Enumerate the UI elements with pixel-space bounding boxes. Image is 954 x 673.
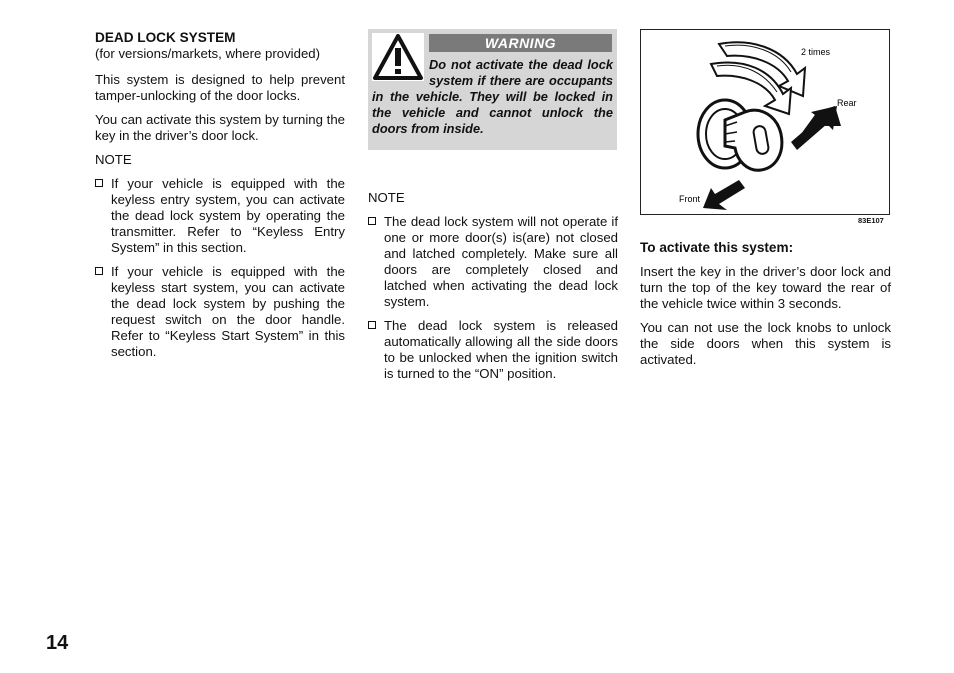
note-item bbox=[95, 264, 345, 360]
figure-code: 83E107 bbox=[858, 216, 884, 225]
warning-text-block bbox=[372, 57, 613, 137]
checkbox-bullet-icon bbox=[95, 179, 103, 187]
activation-instructions bbox=[640, 240, 891, 376]
warning-title: WARNING bbox=[429, 34, 612, 52]
label-times: 2 times bbox=[801, 47, 831, 57]
note-text: If your vehicle is equipped with the keyless start system, you can activate the dead lock system by pushing the request switch on the door handle. Refer to “Keyless Start System” in this section. bbox=[111, 264, 345, 359]
note-item bbox=[368, 214, 618, 310]
intro-paragraph: This system is designed to help prevent tamper-unlocking of the door locks. bbox=[95, 72, 345, 103]
note-label: NOTE bbox=[368, 190, 405, 205]
note-item bbox=[95, 176, 345, 256]
note-item bbox=[368, 318, 618, 382]
note-text: If your vehicle is equipped with the keyless entry system, you can activate the dead lock system by operating the transmitter. Refer to “Keyless Entry System” in this section. bbox=[111, 176, 345, 255]
instructions-heading: To activate this system: bbox=[640, 240, 794, 255]
warning-box bbox=[368, 29, 617, 150]
label-front: Front bbox=[679, 194, 701, 204]
activation-paragraph: You can activate this system by turning the key in the driver’s door lock. bbox=[95, 112, 345, 143]
instructions-paragraph: Insert the key in the driver’s door lock and turn the top of the key toward the rear of the vehicle twice within 3 seconds. bbox=[640, 264, 891, 311]
front-arrow-icon bbox=[703, 180, 745, 210]
lock-knob-paragraph: You can not use the lock knobs to unlock the side doors when this system is activated. bbox=[640, 320, 891, 367]
section-subheading: (for versions/markets, where provided) bbox=[95, 46, 320, 61]
label-rear: Rear bbox=[837, 98, 857, 108]
column-left bbox=[95, 30, 345, 368]
key-turn-illustration bbox=[640, 29, 890, 215]
page-number: 14 bbox=[46, 632, 69, 654]
note-list bbox=[95, 176, 345, 360]
checkbox-bullet-icon bbox=[368, 321, 376, 329]
checkbox-bullet-icon bbox=[95, 267, 103, 275]
key-lock-drawing bbox=[641, 30, 889, 214]
note-text: The dead lock system is released automatically allowing all the side doors to be unlocked when the ignition switch is turned to the “ON” position. bbox=[384, 318, 618, 381]
warning-text: Do not activate the dead lock system if there are occupants in the vehicle. They will be locked in the vehicle and cannot unlock the doors from inside. bbox=[372, 57, 613, 136]
section-heading: DEAD LOCK SYSTEM bbox=[95, 30, 236, 45]
note-list bbox=[368, 214, 618, 382]
note-label: NOTE bbox=[95, 152, 132, 167]
note-block bbox=[368, 190, 618, 390]
note-text: The dead lock system will not operate if one or more door(s) is(are) not closed and latched completely. Make sure all doors are completely closed and latched when activating the dead lock system. bbox=[384, 214, 618, 309]
checkbox-bullet-icon bbox=[368, 217, 376, 225]
